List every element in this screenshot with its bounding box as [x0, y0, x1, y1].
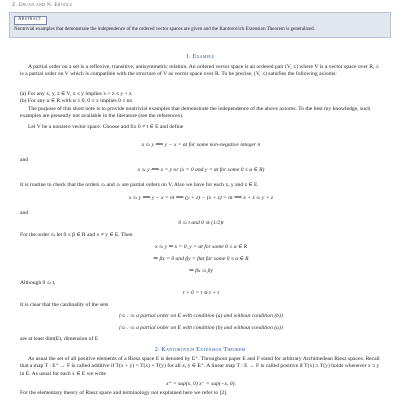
axiom-b: (b) For any α ∈ R with α ≥ 0, 0 ≤ x implies 0 ≤ αx — [20, 98, 133, 104]
equation-translation-counterexample: t + 0 = t ≰ₜ t + t — [183, 290, 219, 296]
connector-and-1: and — [20, 157, 29, 163]
section-2-paragraph-2: For the elementary theory of Riesz space and terminology not explained here we refer to [2]. — [20, 390, 228, 396]
section-1-paragraph-7: It is clear that the cardinality of the sets — [20, 302, 109, 308]
abstract-label: Abstract. — [14, 16, 47, 25]
section-1-paragraph-8: are at least dim(E), dimension of E — [20, 336, 99, 342]
section-1-paragraph-2: The purpose of this short note is to provide nontrivial examples that demonstrate the independence of the above axioms. To the best my knowledge, such examples are presently not available in the literature (see the references). — [20, 106, 371, 120]
abstract-box — [9, 12, 391, 38]
axiom-a: (a) For any x, y, z ∈ V, x ≤ y implies x + z ≤ y + z — [20, 91, 132, 97]
section-2-title: 2. Kantorovich Extension Theorem — [154, 346, 246, 353]
set-orders-a-not-b: {≤ₜ : ≤ₜ a partial order on E with condition (a) and without condition (b)} — [118, 313, 284, 319]
equation-positive-negative-parts: x⁺ = sup(x, 0) x⁻ = sup(−x, 0). — [166, 381, 236, 387]
equation-scalar-counterexample: 0 ≤ₜ t and 0 ≰ₜ (1/2)t — [178, 220, 224, 226]
section-1-paragraph-5: For the order ≤ₜ let 0 ≤ β ∈ R and x ≠ y ∈ E. Then — [20, 232, 133, 238]
set-orders-b-not-a: {≤ₜ : ≤ₜ a partial order on E with condition (b) and without condition (a)} — [118, 325, 284, 331]
equation-order-1: x ≤ₜ y ⟺ y − x = αt for some non-negative integer n — [141, 142, 261, 148]
section-1-paragraph-6: Although 0 ≤ₜ t, — [20, 280, 56, 286]
equation-scaling-step-2: ⇒ βx = 0 and βy = βαt for some 0 ≤ α ∈ R — [153, 256, 249, 262]
section-1-paragraph-3: Let V be a nonzero vector space. Choose and fix 0 ≠ t ∈ E and define — [28, 124, 184, 130]
section-2-paragraph-1: As usual the set of all positive elements of a Riesz space E is denoted by E⁺. Throughout paper E and F stand for arbitrary Archimedean Riesz spaces. Recall that a map T : E⁺ → F is called additive if T(x + y) = T(x) + T(y) for all x, y ∈ E⁺. A linear map T : E → F is called positive if T(x) ≥ T(y) holds whenever x ≥ y in E. As usual for each x ∈ E we write — [20, 356, 380, 377]
running-header-authors: Z. Ercan and N. Eroğlu — [12, 2, 73, 8]
equation-scaling-step-3: ⇒ βx ≤ₜ βy — [189, 268, 213, 274]
equation-order-2: x ≤ₜ y ⟺ x = y or (x = 0 and y = αt for some 0 ≤ α ∈ R) — [137, 167, 265, 173]
section-1-paragraph-4: It is routine to check that the orders ≤ₜ and ≤ₜ are partial orders on V. Also we have for each x, y and z ∈ E — [20, 182, 258, 188]
abstract-text: Nontrivial examples that demonstrate the independence of the ordered vector spaces are given and the Kantorovich Extension Theorem is generalized. — [14, 26, 315, 32]
equation-scaling-step-1: x ≤ₜ y ⇒ x = 0, y = αt for some 0 ≤ α ∈ R — [154, 244, 248, 250]
connector-and-2: and — [20, 210, 29, 216]
section-1-paragraph-1: A partial order on a set is a reflexive, transitive, antisymmetric relation. An ordered vector space is an ordered pair (V, ≤) where V is a vector space over R, ≤ is a partial order on V which is compatible with the structure of V as vector space over R. To be precise, (V, ≤) satisfies the following axioms: — [20, 64, 379, 78]
section-1-title: 1. Example — [185, 53, 215, 60]
equation-translation: x ≤ₜ y ⟺ y − x = nt ⟺ (y + z) − (x + z) = nt ⟺ x + z ≤ₜ y + z — [128, 195, 274, 201]
